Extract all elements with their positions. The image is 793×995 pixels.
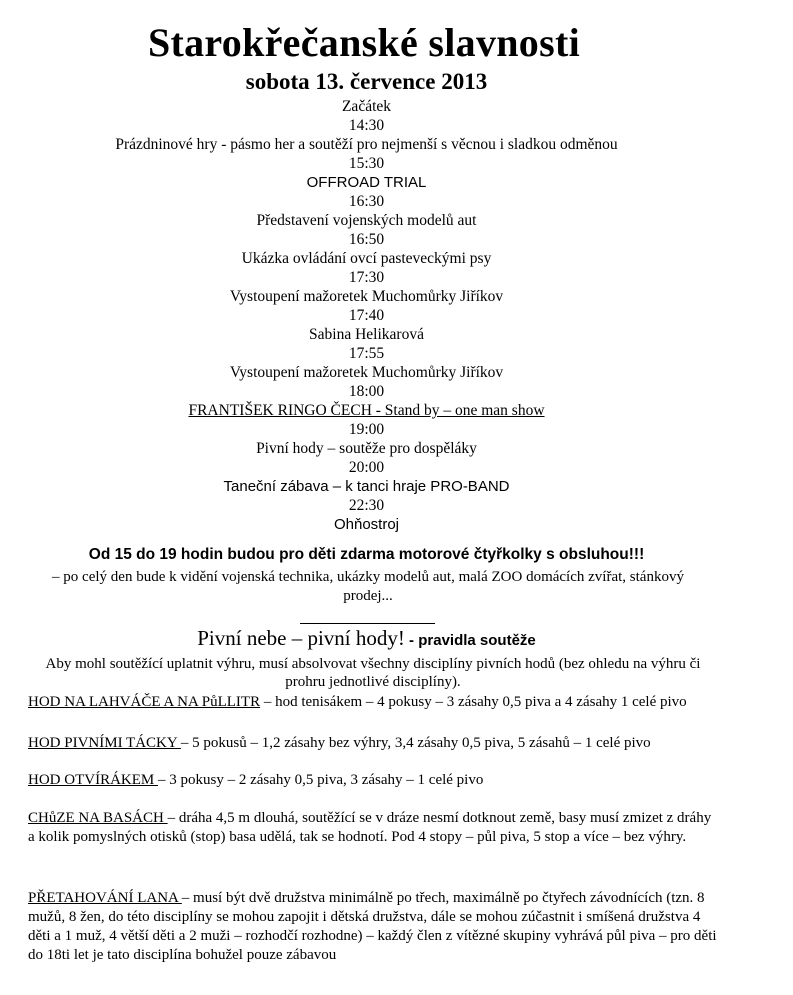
rule-item (28, 771, 718, 790)
program-line: Sabina Helikarová (309, 326, 424, 343)
rule-name: HOD PIVNÍMI TÁCKY (28, 735, 181, 751)
program-line: Pivní hody – soutěže pro dospěláky (256, 440, 477, 457)
program-line: 22:30 (348, 497, 385, 514)
all-day-note: – po celý den bude k vidění vojenská technika, ukázky modelů aut, malá ZOO domácích zvířat, stánkový prodej... (52, 569, 684, 604)
rule-text: – musí být dvě družstva minimálně po třech, maximálně po čtyřech závodnících (tzn. 8 mužů, 8 žen, do této disciplíny se mohou zapojit i dětská družstva, dále se mohou zúčastnit i smíšená družstva 4 děti a 1 muž, 4 větší děti a 2 muži – rozhodčí rozhodne) – každý člen z vítězné skupiny vyhrává půl piva – pro děti do 18ti let je tato disciplína bohužel pouze zábavou (28, 890, 717, 963)
rules-subtitle: - pravidla soutěže (404, 632, 536, 649)
rules-title: Pivní nebe – pivní hody! (197, 626, 405, 650)
program-line: Vystoupení mažoretek Muchomůrky Jiříkov (229, 364, 504, 381)
free-offer-notice: Od 15 do 19 hodin budou pro děti zdarma motorové čtyřkolky s obsluhou!!! (88, 546, 645, 563)
rule-text: – dráha 4,5 m dlouhá, soutěžící se v dráze nesmí dotknout země, basy musí zmizet z dráhy a kolik pomyslných otisků (stop) basa udělá, tak se hodnotí. Pod 4 stopy – půl piva, 5 stop a více – bez výhry. (28, 810, 712, 845)
program-line: Začátek (341, 98, 392, 115)
program-line: Vystoupení mažoretek Muchomůrky Jiříkov (229, 288, 504, 305)
program-line: 16:30 (348, 193, 385, 210)
rule-item (28, 809, 718, 847)
page-title: Starokřečanské slavnosti (147, 20, 581, 65)
program-line: Představení vojenských modelů aut (256, 212, 477, 229)
rule-text: – hod tenisákem – 4 pokusy – 3 zásahy 0,5 piva a 4 zásahy 1 celé pivo (260, 694, 687, 710)
divider (300, 623, 435, 624)
rule-text: – 5 pokusů – 1,2 zásahy bez výhry, 3,4 zásahy 0,5 piva, 5 zásahů – 1 celé pivo (180, 735, 651, 751)
program-line: Taneční zábava – k tanci hraje PRO-BAND (223, 478, 510, 495)
rule-item (28, 889, 718, 965)
program-line: 19:00 (348, 421, 385, 438)
program-line: 17:40 (348, 307, 385, 324)
program-line: 18:00 (348, 383, 385, 400)
rule-name: HOD NA LAHVÁČE A NA PůLLITR (28, 694, 261, 710)
program-line: Prázdninové hry - pásmo her a soutěží pro nejmenší s věcnou i sladkou odměnou (115, 136, 618, 153)
program-line: 14:30 (348, 117, 385, 134)
rule-name: HOD OTVÍRÁKEM (28, 772, 158, 788)
program-line: 20:00 (348, 459, 385, 476)
program-line: 17:30 (348, 269, 385, 286)
rule-text: – 3 pokusy – 2 zásahy 0,5 piva, 3 zásahy – 1 celé pivo (158, 772, 484, 788)
program-schedule (0, 97, 733, 534)
event-date: sobota 13. července 2013 (245, 69, 488, 94)
program-line: 17:55 (348, 345, 385, 362)
program-line: 15:30 (348, 155, 385, 172)
program-line: FRANTIŠEK RINGO ČECH - Stand by – one man show (188, 402, 545, 419)
rules-heading (0, 626, 733, 651)
program-line: Ohňostroj (333, 516, 400, 533)
program-line: Ukázka ovládání ovcí pasteveckými psy (241, 250, 492, 267)
program-line: 16:50 (348, 231, 385, 248)
rule-item (28, 693, 718, 712)
rules-intro: Aby mohl soutěžící uplatnit výhru, musí absolvovat všechny disciplíny pivních hodů (bez ohledu na výhru či prohru jednotlivé disciplíny). (45, 656, 701, 690)
program-line: OFFROAD TRIAL (306, 174, 427, 191)
rule-name: CHůZE NA BASÁCH (28, 810, 168, 826)
rule-name: PŘETAHOVÁNÍ LANA (28, 890, 182, 906)
rule-item (28, 734, 718, 753)
